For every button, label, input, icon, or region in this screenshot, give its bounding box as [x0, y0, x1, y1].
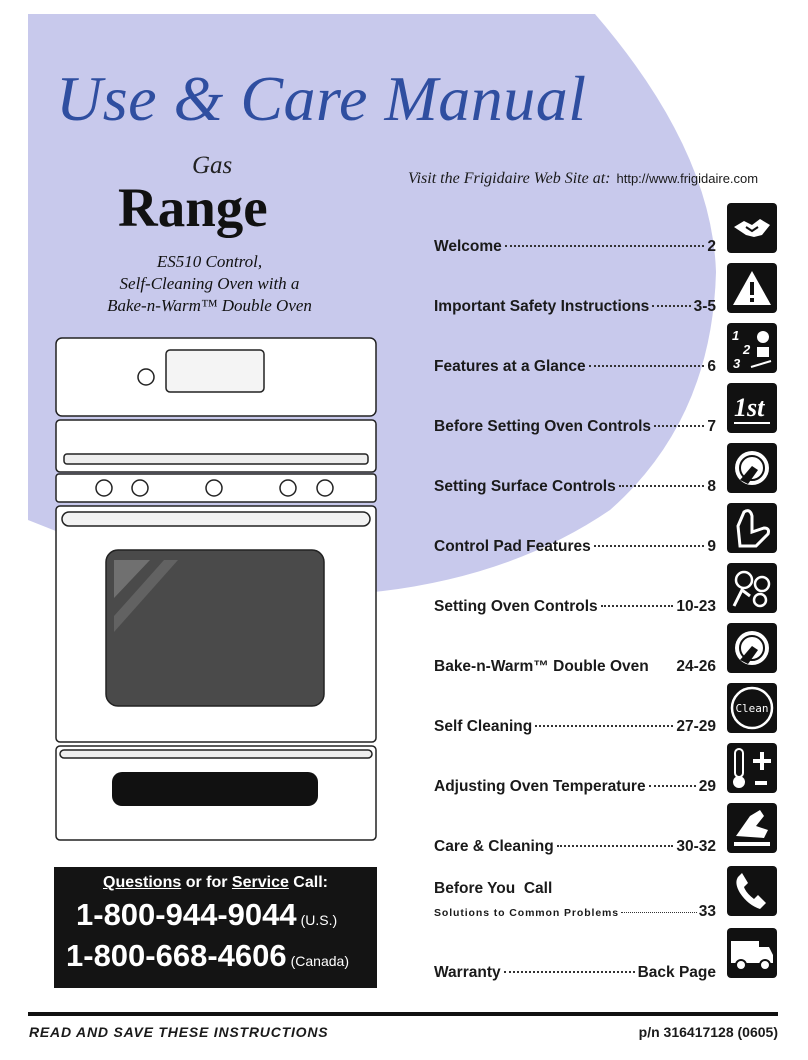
knob-hand-icon: [727, 623, 777, 673]
toc-item[interactable]: [434, 778, 716, 796]
numbered-steps-icon: [727, 323, 777, 373]
toc-item[interactable]: [434, 418, 716, 436]
clean-icon: [727, 683, 777, 733]
us-phone-number[interactable]: 1-800-944-9044: [76, 897, 297, 932]
toc-leader: [619, 485, 705, 487]
toc-item-subtitle: Solutions to Common Problems: [434, 907, 620, 919]
toc-leader: [594, 545, 705, 547]
svg-text:Clean: Clean: [735, 702, 769, 715]
toc-item-title: Warranty: [434, 964, 501, 981]
footer-instructions: READ AND SAVE THESE INSTRUCTIONS: [29, 1024, 329, 1040]
toc-item-page: Back Page: [637, 964, 716, 981]
toc-item-title: Control Pad Features: [434, 538, 591, 555]
toc-item-title: Setting Oven Controls: [434, 598, 598, 615]
toc-leader: [649, 785, 696, 787]
toc-item-title: Care & Cleaning: [434, 838, 554, 855]
toc-item[interactable]: [434, 964, 716, 982]
phone-heading: [54, 874, 377, 892]
toc-item[interactable]: [434, 718, 716, 736]
footer-rule: [28, 1012, 778, 1016]
svg-text:2: 2: [743, 342, 751, 357]
toc-item[interactable]: [434, 358, 716, 376]
model-line: ES510 Control,: [156, 252, 263, 271]
toc-item-page: 33: [698, 903, 716, 920]
toc-leader: [652, 305, 690, 307]
toc-leader: [621, 912, 697, 913]
svg-text:1: 1: [732, 328, 740, 343]
website-line: [408, 170, 758, 188]
toc-leader: [557, 845, 674, 847]
model-line: Bake-n-Warm™ Double Oven: [107, 296, 312, 315]
toc-item[interactable]: [434, 238, 716, 256]
toc-item-title: Self Cleaning: [434, 718, 533, 735]
knob-hand-icon: [727, 443, 777, 493]
hands-controls-icon: [727, 563, 777, 613]
canada-phone-number[interactable]: 1-800-668-4606: [66, 938, 287, 973]
toc-leader: [589, 365, 705, 367]
toc-item-title: Bake-n-Warm™ Double Oven: [434, 658, 649, 675]
toc-item-title: Before Setting Oven Controls: [434, 418, 652, 435]
canada-phone-line: [66, 938, 349, 974]
warning-triangle-icon: [727, 263, 777, 313]
toc-item-page: 7: [707, 418, 716, 435]
toc-item[interactable]: [434, 658, 716, 676]
toc-item-title: Before You Call: [434, 880, 553, 897]
toc-item[interactable]: [434, 838, 716, 856]
service-truck-icon: [727, 928, 777, 978]
toc-leader: [654, 425, 704, 427]
range-illustration: [54, 336, 379, 844]
thermometer-plus-minus-icon: [727, 743, 777, 793]
handshake-icon: [727, 203, 777, 253]
toc-item[interactable]: [434, 880, 716, 898]
toc-leader: [504, 971, 635, 973]
part-number: p/n 316417128 (0605): [638, 1024, 778, 1040]
toc-item-title: Setting Surface Controls: [434, 478, 616, 495]
toc-leader: [601, 605, 674, 607]
service-phone-box: [54, 867, 377, 988]
us-phone-line: [76, 897, 337, 933]
toc-item-page: 27-29: [676, 718, 716, 735]
telephone-icon: [727, 866, 777, 916]
toc-item-page: 9: [707, 538, 716, 555]
model-description: [82, 251, 337, 317]
toc-item-page: 8: [707, 478, 716, 495]
finger-press-icon: [727, 503, 777, 553]
product-type: Gas: [192, 152, 233, 179]
canada-label: (Canada): [290, 953, 349, 969]
toc-item-page: 30-32: [676, 838, 716, 855]
model-line: Self-Cleaning Oven with a: [119, 274, 300, 293]
toc-item-page: 10-23: [676, 598, 716, 615]
toc-item-page: 2: [707, 238, 716, 255]
questions-label: Questions: [103, 874, 182, 891]
website-url[interactable]: http://www.frigidaire.com: [616, 171, 759, 186]
toc-item-page: 24-26: [676, 658, 716, 675]
service-label: Service: [231, 874, 289, 891]
manual-title: Use & Care Manual: [56, 63, 587, 134]
toc-item[interactable]: [434, 478, 716, 496]
svg-text:3: 3: [733, 356, 741, 371]
svg-text:1st: 1st: [734, 393, 765, 422]
toc-leader: [535, 725, 673, 727]
toc-item-title: Adjusting Oven Temperature: [434, 778, 646, 795]
toc-item-title: Welcome: [434, 238, 502, 255]
or-for-label: or for: [181, 874, 232, 891]
toc-item-title: Important Safety Instructions: [434, 298, 650, 315]
toc-item[interactable]: [434, 598, 716, 616]
toc-item[interactable]: [434, 538, 716, 556]
toc-item-page: 6: [707, 358, 716, 375]
product-name: Range: [118, 177, 268, 238]
cleaning-hand-icon: [727, 803, 777, 853]
toc-item-page: 3-5: [693, 298, 716, 315]
website-label: Visit the Frigidaire Web Site at:: [408, 170, 611, 187]
toc-subitem[interactable]: [434, 903, 716, 921]
toc-item-title: Features at a Glance: [434, 358, 586, 375]
toc-item-page: 29: [698, 778, 716, 795]
toc-leader: [505, 245, 705, 247]
us-label: (U.S.): [300, 912, 338, 928]
call-label: Call:: [288, 874, 328, 891]
first-icon: [727, 383, 777, 433]
toc-item[interactable]: [434, 298, 716, 316]
